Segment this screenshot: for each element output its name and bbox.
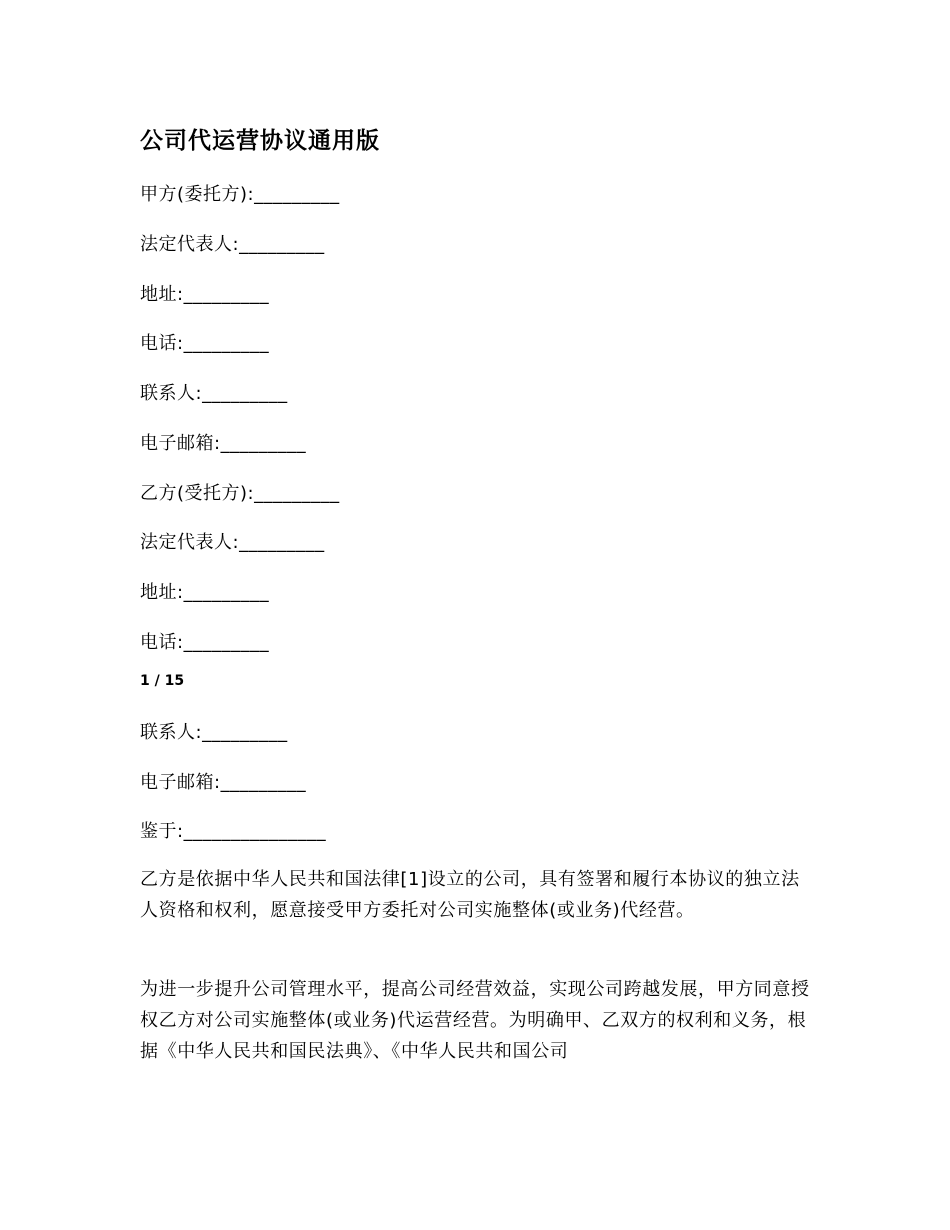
party-a-legal-rep-field: 法定代表人:_________ bbox=[140, 234, 325, 255]
party-b-address-field: 地址:_________ bbox=[140, 582, 270, 603]
party-a-email-field: 电子邮箱:_________ bbox=[140, 433, 307, 454]
party-b-contact-field: 联系人:_________ bbox=[140, 722, 288, 743]
party-a-phone-field: 电话:_________ bbox=[140, 333, 270, 354]
party-b-legal-rep-field: 法定代表人:_________ bbox=[140, 532, 325, 553]
party-b-email-field: 电子邮箱:_________ bbox=[140, 772, 307, 793]
party-b-phone-field: 电话:_________ bbox=[140, 632, 270, 653]
document-title: 公司代运营协议通用版 bbox=[140, 128, 380, 154]
whereas-field: 鉴于:_______________ bbox=[140, 821, 327, 842]
party-a-address-field: 地址:_________ bbox=[140, 284, 270, 305]
party-b-name-field: 乙方(受托方):_________ bbox=[140, 483, 340, 504]
paragraph-party-b-intro: 乙方是依据中华人民共和国法律[1]设立的公司，具有签署和履行本协议的独立法人资格和权利，愿意接受甲方委托对公司实施整体(或业务)代经营。 bbox=[140, 869, 800, 921]
party-a-contact-field: 联系人:_________ bbox=[140, 383, 288, 404]
paragraph-purpose: 为进一步提升公司管理水平，提高公司经营效益，实现公司跨越发展，甲方同意授权乙方对公司实施整体(或业务)代运营经营。为明确甲、乙双方的权利和义务，根据《中华人民共和国民法典》、《中华人民共和国公司 bbox=[140, 979, 810, 1062]
party-a-name-field: 甲方(委托方):_________ bbox=[140, 184, 340, 205]
page-indicator: 1 / 15 bbox=[140, 673, 185, 689]
